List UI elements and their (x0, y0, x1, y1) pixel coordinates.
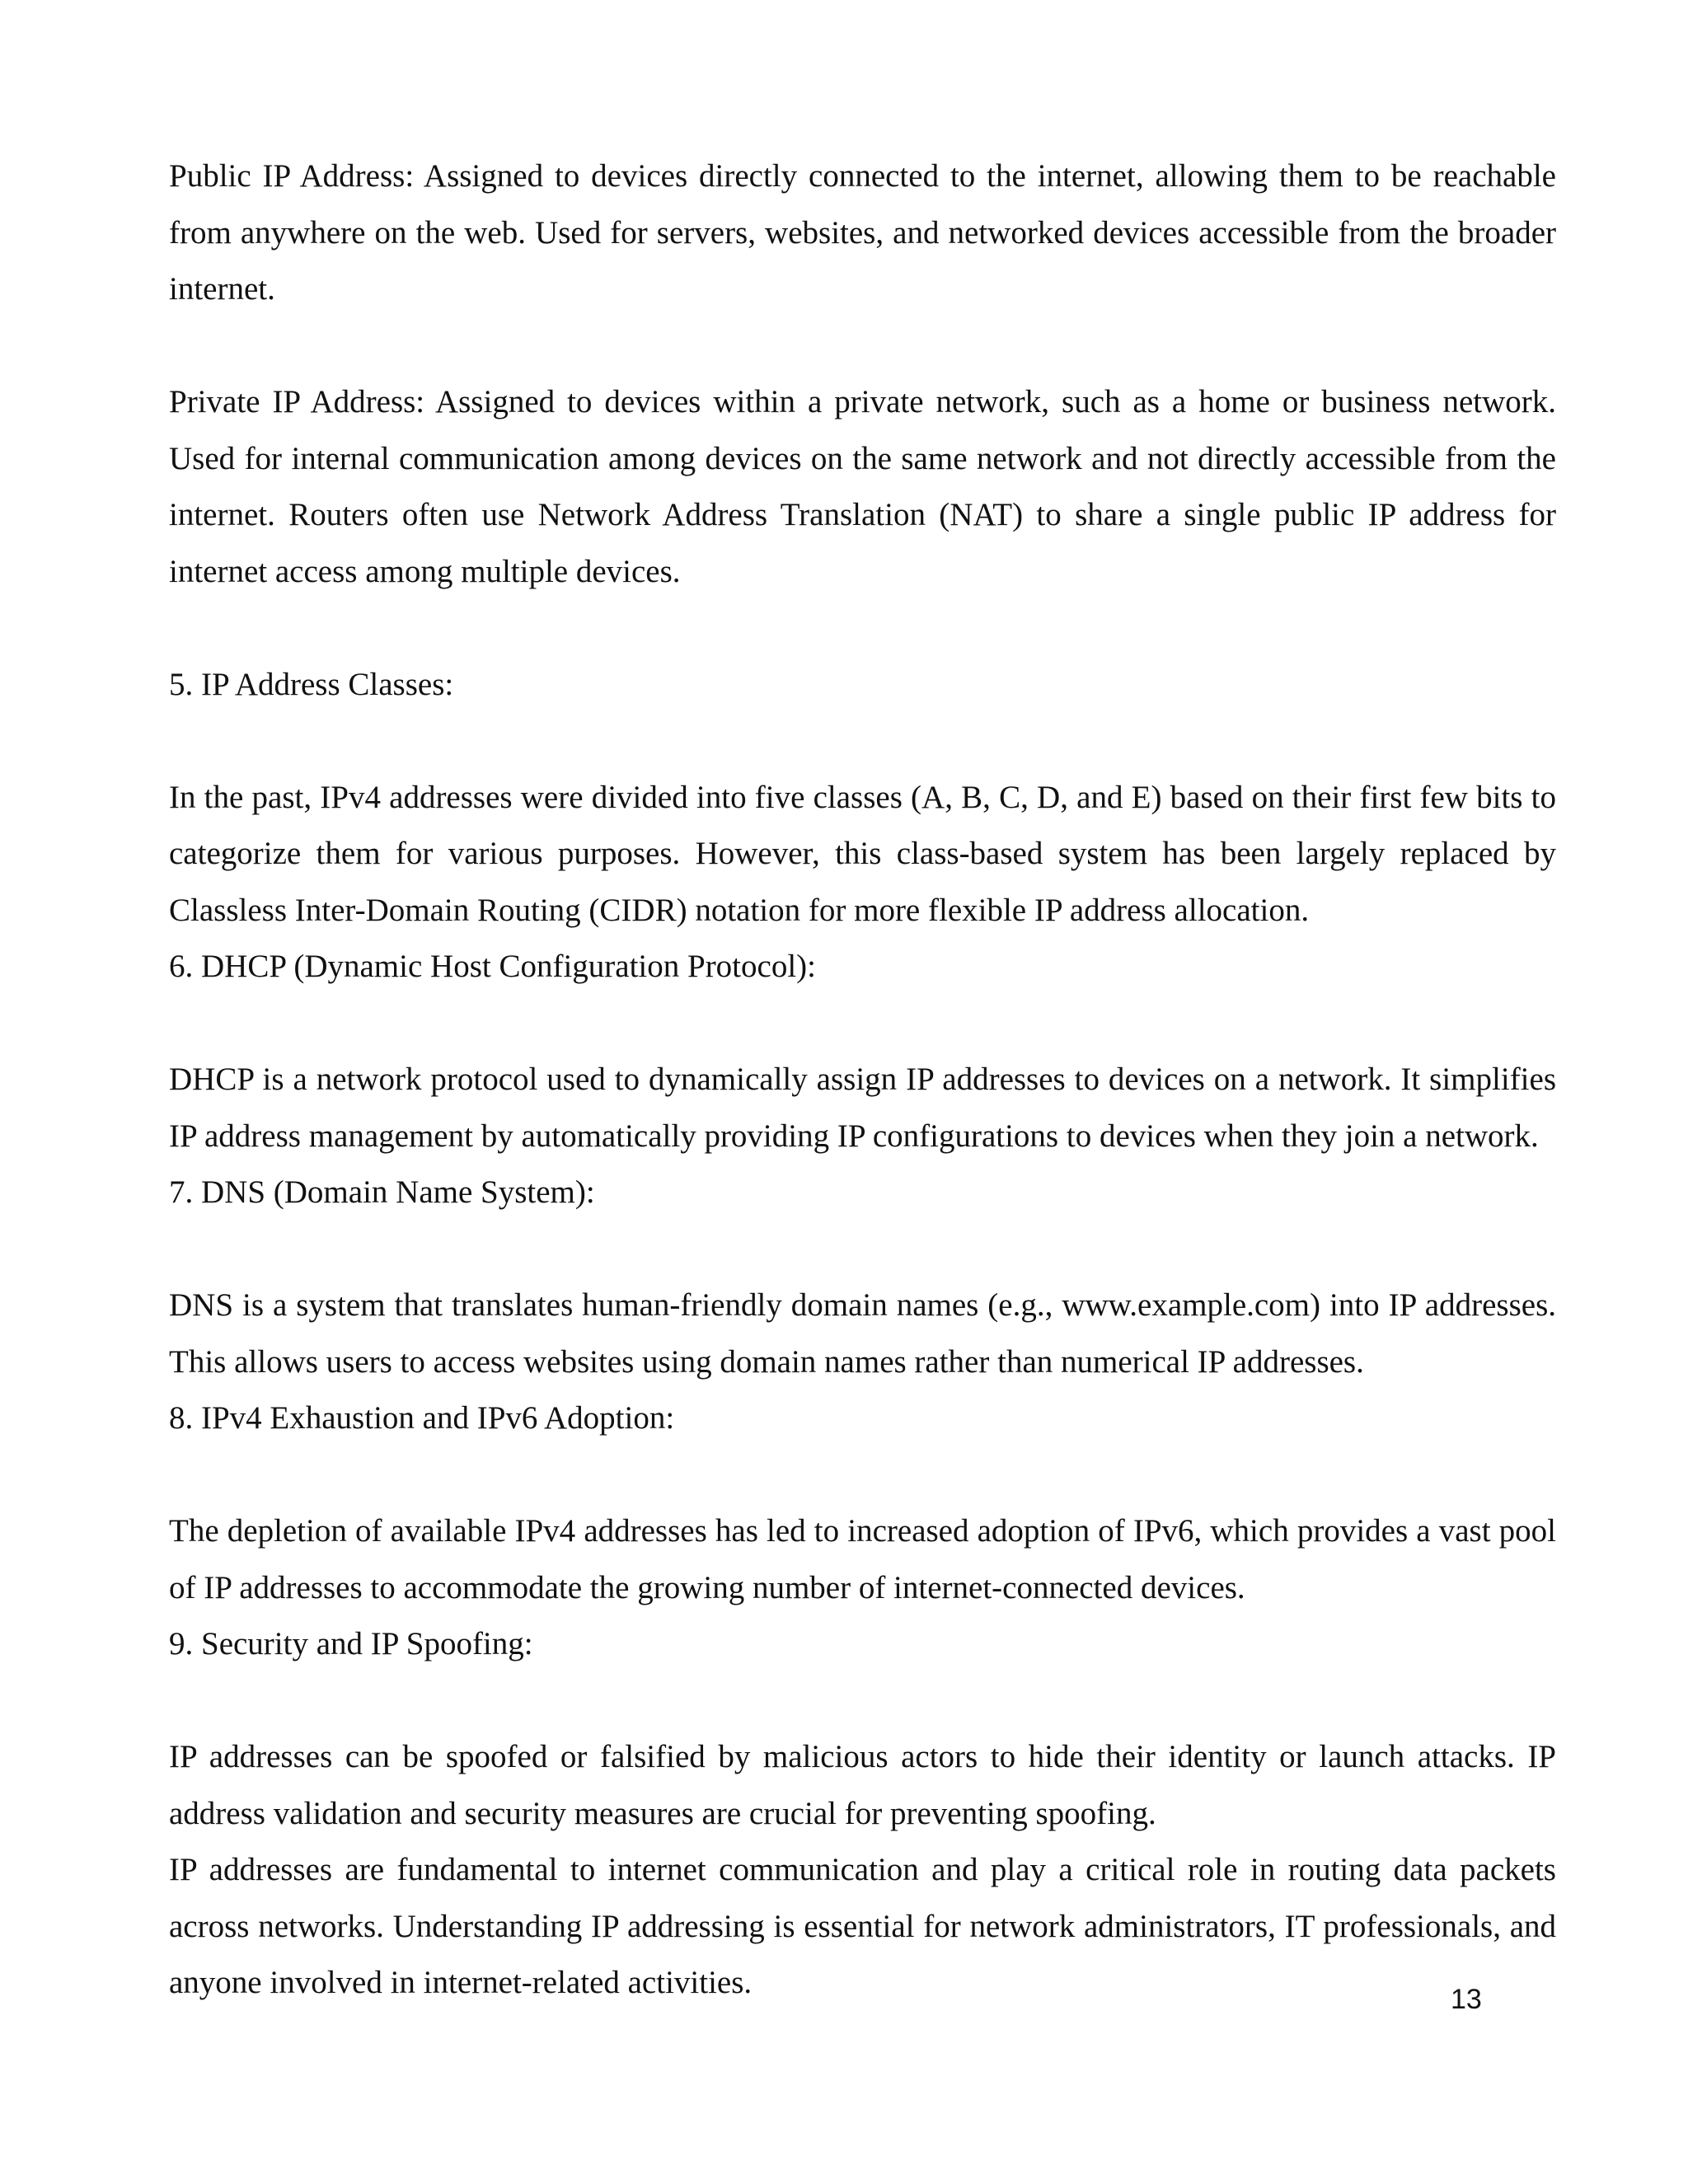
heading-dhcp: 6. DHCP (Dynamic Host Configuration Protocol): (169, 949, 816, 984)
paragraph-conclusion: IP addresses are fundamental to internet communication and play a critical role in routing data packets across networks. Understanding IP addressing is essential for network administrators, IT professionals, and anyone involved in internet-related activities. (169, 1852, 1556, 2000)
paragraph-ipv6-adoption: The depletion of available IPv4 addresses has led to increased adoption of IPv6, which provides a vast pool of IP addresses to accommodate the growing number of internet-connected devices. (169, 1513, 1556, 1605)
heading-security-spoofing: 9. Security and IP Spoofing: (169, 1626, 533, 1661)
heading-ipv6-adoption: 8. IPv4 Exhaustion and IPv6 Adoption: (169, 1400, 675, 1436)
document-body (169, 148, 1556, 2012)
paragraph-dhcp: DHCP is a network protocol used to dynamically assign IP addresses to devices on a network. It simplifies IP address management by automatically providing IP configurations to devices when they join a network. (169, 1062, 1556, 1154)
paragraph-dns: DNS is a system that translates human-friendly domain names (e.g., www.example.com) into IP addresses. This allows users to access websites using domain names rather than numerical IP addresses. (169, 1287, 1556, 1380)
paragraph-security-spoofing: IP addresses can be spoofed or falsified by malicious actors to hide their identity or launch attacks. IP address validation and security measures are crucial for preventing spoofing. (169, 1739, 1556, 1831)
paragraph-private-ip: Private IP Address: Assigned to devices within a private network, such as a home or business network. Used for internal communication among devices on the same network and not directly accessible from the internet. Routers often use Network Address Translation (NAT) to share a single public IP address for internet access among multiple devices. (169, 384, 1556, 589)
page-number: 13 (1451, 1984, 1482, 2015)
paragraph-ip-address-classes: In the past, IPv4 addresses were divided into five classes (A, B, C, D, and E) based on their first few bits to categorize them for various purposes. However, this class-based system has been largely replaced by Classless Inter-Domain Routing (CIDR) notation for more flexible IP address allocation. (169, 779, 1556, 928)
heading-ip-address-classes: 5. IP Address Classes: (169, 666, 454, 702)
heading-dns: 7. DNS (Domain Name System): (169, 1174, 595, 1210)
paragraph-public-ip: Public IP Address: Assigned to devices directly connected to the internet, allowing them to be reachable from anywhere on the web. Used for servers, websites, and networked devices accessible from the broader internet. (169, 158, 1556, 307)
